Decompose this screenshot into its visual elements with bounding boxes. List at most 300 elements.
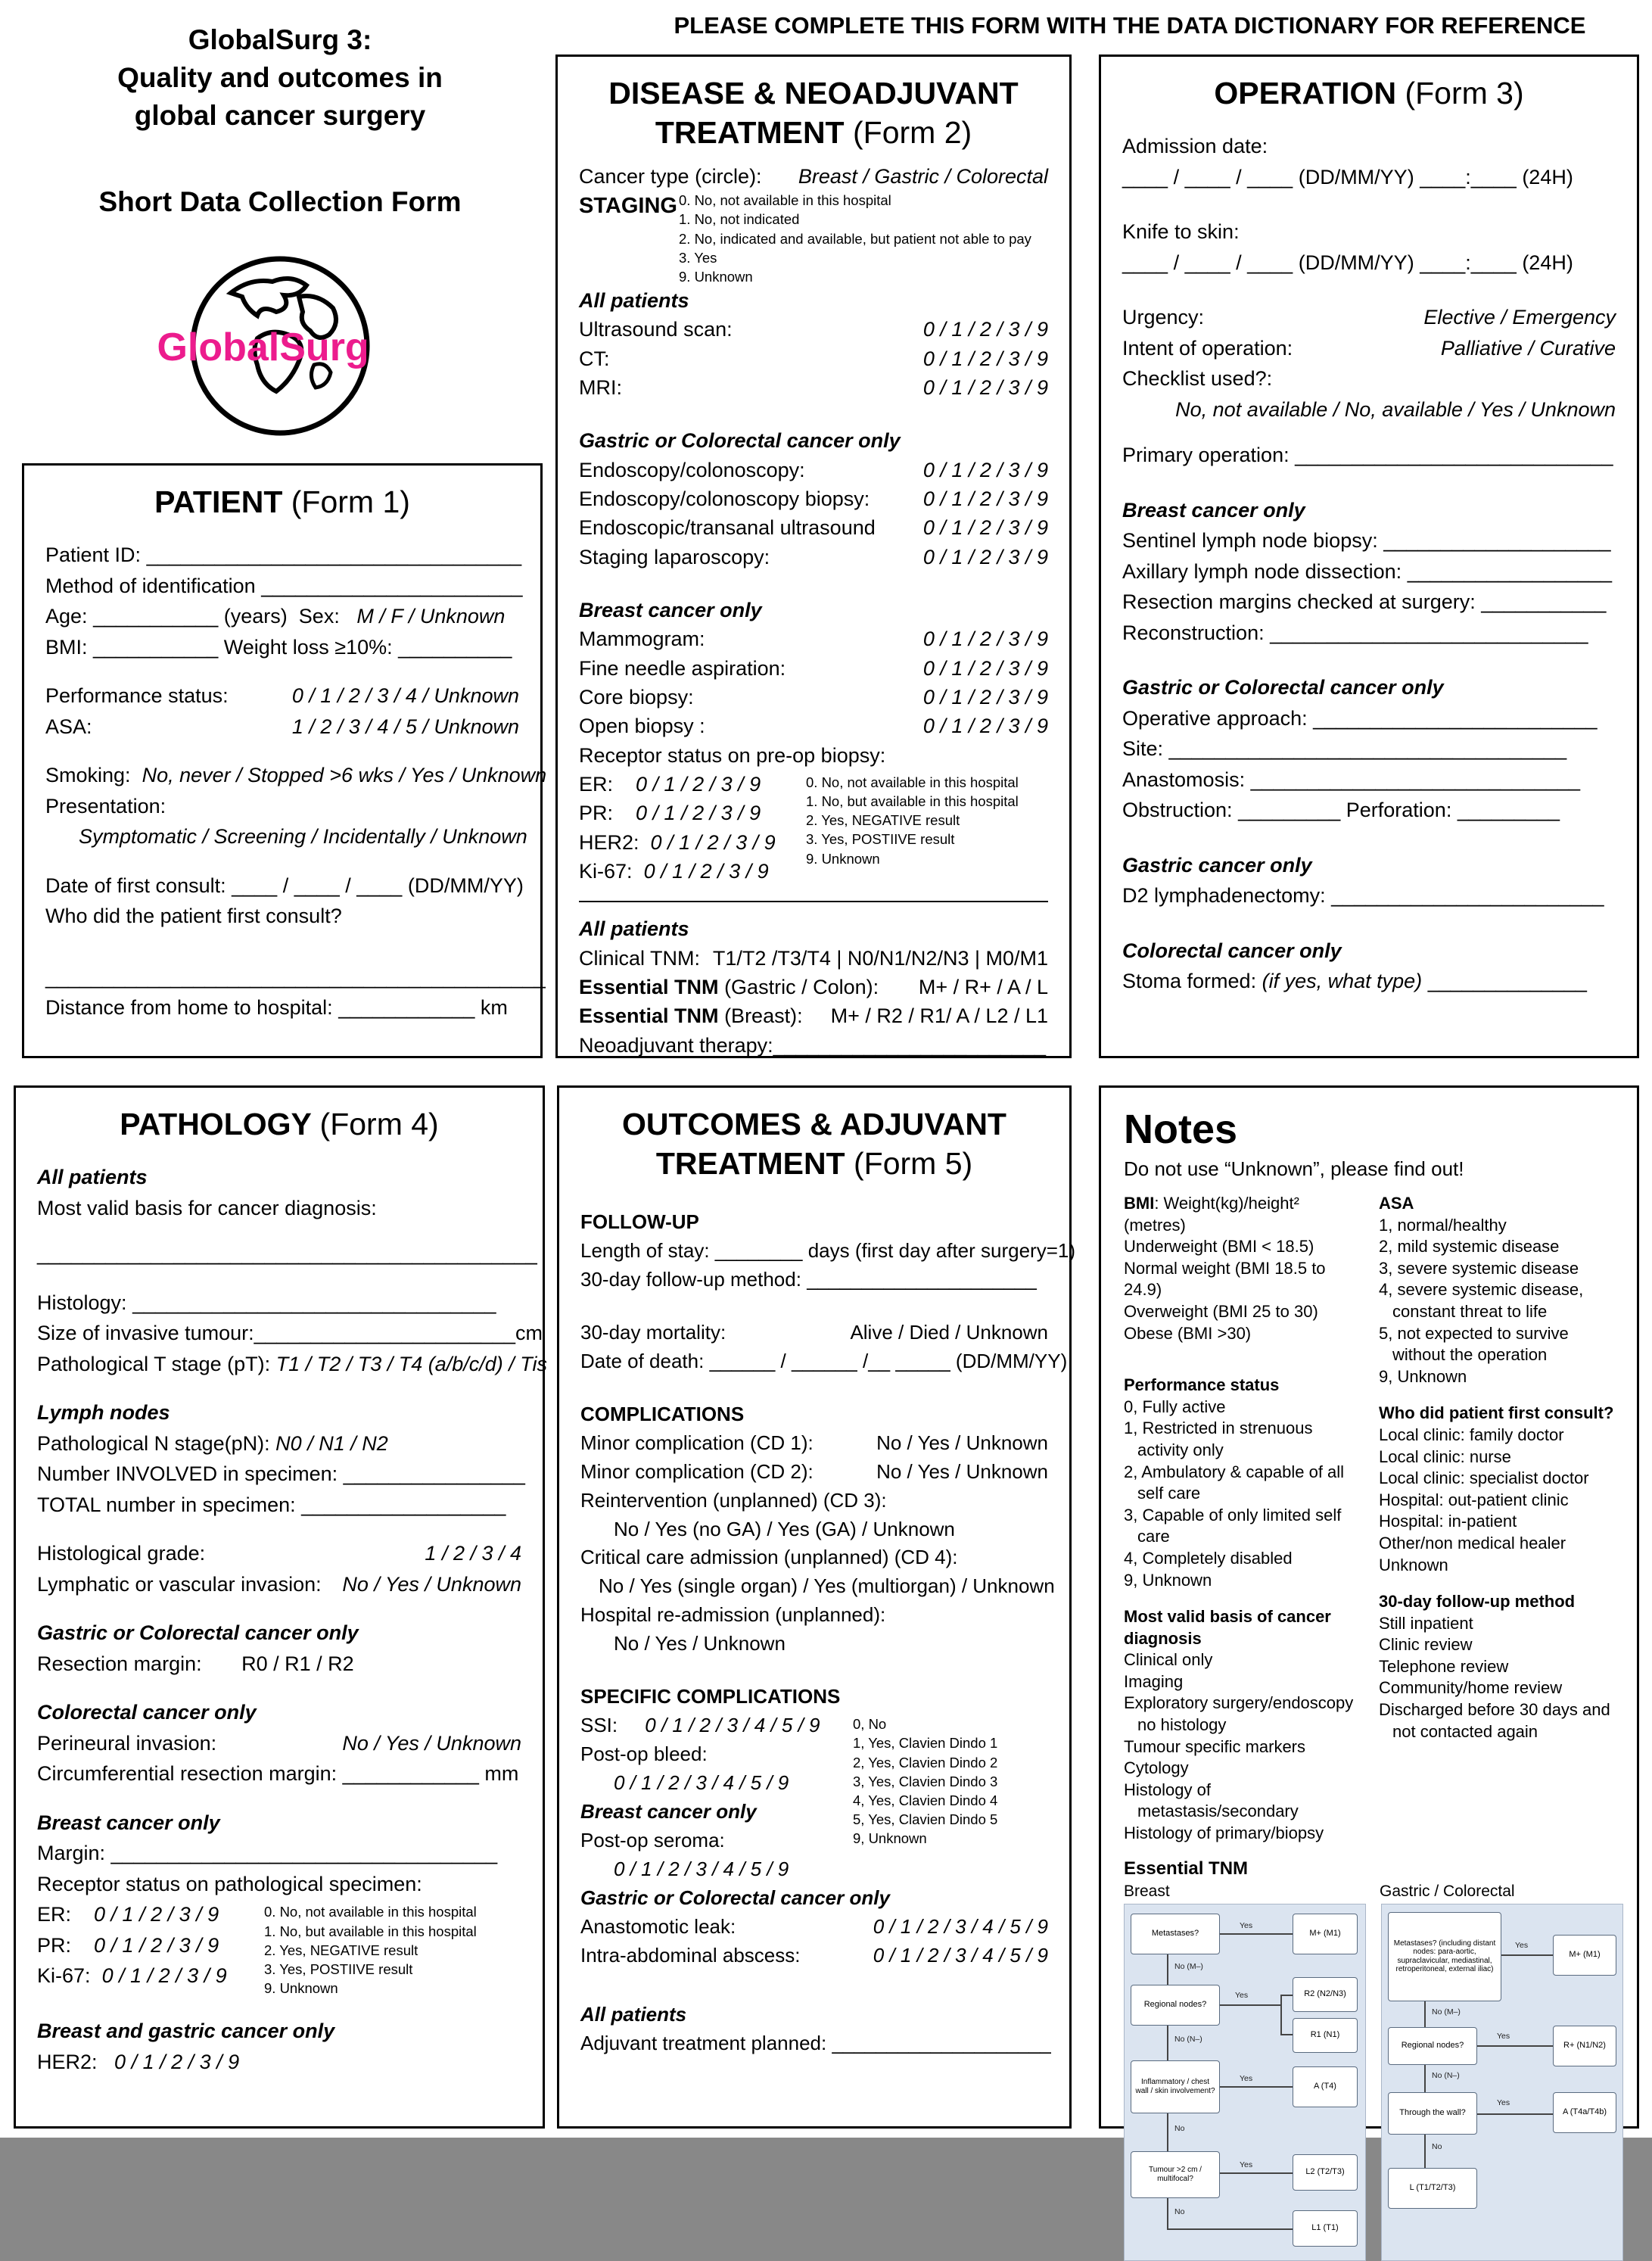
operation-form-box — [1099, 55, 1639, 1058]
pathology-form-title — [37, 1104, 521, 1144]
masthead — [68, 21, 492, 494]
pr-label: PR: — [579, 802, 614, 825]
intent-label: Intent of operation: — [1122, 336, 1293, 360]
age-blank: ___________ — [93, 605, 219, 628]
receptor-path-rows — [37, 1899, 264, 1992]
bmi-note-rest: : Weight(kg)/height² (metres) — [1124, 1194, 1299, 1235]
essential-tnm-gc-options: M+ / R+ / A / L — [918, 975, 1048, 998]
main-subtitle: Short Data Collection Form — [98, 185, 462, 217]
tnm-block — [579, 901, 1048, 1060]
section-followup: FOLLOW-UP — [580, 1210, 699, 1233]
asa-label: ASA: — [45, 715, 92, 738]
field-adjuvant — [580, 2029, 1051, 2058]
operative-approach-label: Operative approach: — [1122, 706, 1308, 730]
staging-legend — [679, 191, 1031, 286]
cd4-label: Critical care admission (unplanned) (CD 4): — [580, 1546, 958, 1569]
date-first-consult-blanks: ____ / ____ / ____ — [232, 874, 403, 897]
field-resection-margins — [1122, 587, 1616, 618]
flow-line — [1477, 2045, 1553, 2047]
mortality-label: 30-day mortality: — [580, 1320, 726, 1344]
site-blank: ___________________________________ — [1168, 737, 1567, 761]
patient-form-number: (Form 1) — [291, 484, 410, 519]
staging-legend-4: 9. Unknown — [679, 268, 753, 285]
field-ultrasound — [579, 315, 1048, 344]
flow-line — [1280, 1995, 1282, 2035]
flow-breast-label: Breast — [1124, 1882, 1170, 1900]
staging-laparoscopy-label: Staging laparoscopy: — [579, 545, 770, 568]
consult-line-1: Local clinic: nurse — [1379, 1447, 1511, 1466]
field-followup-method — [580, 1266, 1048, 1294]
disease-form-box — [555, 55, 1072, 1058]
checklist-label: Checklist used?: — [1122, 367, 1273, 391]
ps-line-3: 3, Capable of only limited self care — [1124, 1505, 1342, 1546]
weight-loss-blank: __________ — [398, 635, 512, 659]
field-mammogram — [579, 624, 1048, 653]
section-path-breast-gastric: Breast and gastric cancer only — [37, 2020, 335, 2043]
bmi-note-bold: BMI — [1124, 1194, 1155, 1213]
asa-line-2: 3, severe systemic disease — [1379, 1258, 1579, 1278]
field-bmi-weightloss — [45, 632, 519, 663]
basis-line-5: Histology of metastasis/secondary — [1124, 1780, 1299, 1821]
fu-line-4: Discharged before 30 days and not contacted again — [1379, 1700, 1610, 1741]
path-pr-options: 0 / 1 / 2 / 3 / 9 — [94, 1933, 219, 1957]
field-d2-lymphadenectomy — [1122, 880, 1616, 911]
field-path-pr — [37, 1930, 264, 1961]
field-er — [579, 770, 806, 799]
urgency-options: Elective / Emergency — [1423, 306, 1616, 329]
consult-line-0: Local clinic: family doctor — [1379, 1425, 1564, 1444]
path-legend-4: 9. Unknown — [264, 1980, 338, 1997]
margin-label: Margin: — [37, 1842, 106, 1865]
ssi-options: 0 / 1 / 2 / 3 / 4 / 5 / 9 — [645, 1714, 820, 1737]
perineural-label: Perineural invasion: — [37, 1731, 217, 1755]
clinical-tnm-label: Clinical TNM: — [579, 946, 701, 970]
field-clinical-tnm — [579, 944, 1048, 973]
notes-right-column — [1379, 1193, 1614, 1845]
section-path-colorectal: Colorectal cancer only — [37, 1701, 257, 1724]
receptor-preop-legend — [806, 770, 1048, 868]
her2-label: HER2: — [579, 830, 639, 854]
field-essential-tnm-breast — [579, 1001, 1048, 1030]
essential-tnm-breast-paren: (Breast): — [724, 1004, 803, 1028]
bmi-line-2: Overweight (BMI 25 to 30) — [1124, 1301, 1318, 1321]
operative-approach-blank: _________________________ — [1313, 706, 1598, 730]
ki67-label: Ki-67: — [579, 859, 633, 883]
receptor-path-label: Receptor status on pathological specimen: — [37, 1872, 422, 1895]
field-grade — [37, 1538, 521, 1569]
neoadjuvant-label: Neoadjuvant therapy: — [579, 1033, 773, 1057]
date-first-consult-label: Date of first consult: — [45, 874, 226, 897]
field-urgency — [1122, 302, 1616, 333]
basis-line-0: Clinical only — [1124, 1650, 1213, 1670]
bmi-blank: ___________ — [93, 635, 219, 659]
flow-breast-r1: R1 (N1) — [1293, 2018, 1358, 2053]
knife-to-skin-label: Knife to skin: — [1122, 220, 1240, 244]
notes-title: Notes — [1124, 1107, 1238, 1152]
flow-gc-q3: Through the wall? — [1388, 2092, 1477, 2135]
field-pr — [579, 799, 806, 827]
section-op-colorectal: Colorectal cancer only — [1122, 939, 1342, 962]
section-op-breast: Breast cancer only — [1122, 498, 1305, 522]
notes-left-column — [1124, 1193, 1359, 1845]
field-histology — [37, 1288, 521, 1319]
field-cancer-type — [579, 162, 1048, 191]
transanal-ultrasound-label: Endoscopic/transanal ultrasound — [579, 516, 876, 540]
flow-breast-l2: L2 (T2/T3) — [1293, 2154, 1358, 2191]
abscess-options: 0 / 1 / 2 / 3 / 4 / 5 / 9 — [873, 1943, 1048, 1967]
smoking-options: No, never / Stopped >6 wks / Yes / Unknown — [142, 764, 547, 787]
section-all-patients-1: All patients — [579, 289, 689, 313]
flow-line — [1220, 2004, 1280, 2006]
distance-unit: km — [480, 996, 508, 1020]
adjuvant-label: Adjuvant treatment planned: — [580, 2031, 827, 2054]
section-lymph-nodes: Lymph nodes — [37, 1401, 170, 1425]
perineural-options: No / Yes / Unknown — [342, 1731, 521, 1755]
operation-form-title — [1122, 73, 1616, 113]
disease-form-number: (Form 2) — [853, 115, 972, 151]
flow-line — [1424, 2135, 1426, 2168]
field-cd2 — [580, 1458, 1048, 1487]
postop-seroma-options: 0 / 1 / 2 / 3 / 4 / 5 / 9 — [614, 1858, 789, 1880]
asa-note-title: ASA — [1379, 1194, 1414, 1213]
section-out-breast: Breast cancer only — [580, 1800, 757, 1823]
logo — [68, 251, 492, 454]
flow-line — [1167, 2228, 1293, 2230]
notes-columns — [1124, 1193, 1614, 1845]
lvi-options: No / Yes / Unknown — [342, 1572, 521, 1596]
flow-gc-m: M+ (M1) — [1553, 1935, 1616, 1976]
readmission-label: Hospital re-admission (unplanned): — [580, 1603, 886, 1627]
open-biopsy-options: 0 / 1 / 2 / 3 / 9 — [922, 715, 1048, 738]
alnd-blank: __________________ — [1407, 559, 1612, 583]
consult-line-2: Local clinic: specialist doctor — [1379, 1468, 1589, 1488]
distance-label: Distance from home to hospital: — [45, 996, 333, 1020]
nodes-involved-blank: ________________ — [343, 1462, 525, 1486]
section-breast-only: Breast cancer only — [579, 599, 762, 621]
field-mortality — [580, 1319, 1048, 1347]
disease-form-title-line1: DISEASE & NEOADJUVANT — [608, 76, 1019, 111]
flowchart-breast — [1124, 1904, 1366, 2261]
path-pr-label: PR: — [37, 1933, 72, 1957]
checklist-options: No, not available / No, available / Yes / Unknown — [1175, 397, 1616, 421]
mortality-options: Alive / Died / Unknown — [850, 1320, 1048, 1344]
age-unit: (years) — [223, 605, 288, 628]
cd2-options: No / Yes / Unknown — [876, 1459, 1048, 1483]
flow-line — [1220, 2172, 1293, 2174]
section-path-gc: Gastric or Colorectal cancer only — [37, 1621, 359, 1645]
pathology-form-box — [14, 1085, 548, 2129]
fu-line-1: Clinic review — [1379, 1635, 1473, 1655]
histology-label: Histology: — [37, 1291, 127, 1314]
flow-line — [1167, 2026, 1168, 2060]
path-her2-options: 0 / 1 / 2 / 3 / 9 — [114, 2050, 240, 2073]
followup-method-label: 30-day follow-up method: — [580, 1267, 801, 1291]
field-endoscopy — [579, 456, 1048, 484]
path-legend-3: 3. Yes, POSTIIVE result — [264, 1960, 413, 1977]
notes-intro: Do not use “Unknown”, please find out! — [1124, 1157, 1464, 1180]
field-smoking — [45, 760, 547, 791]
section-all-patients-2: All patients — [579, 917, 689, 941]
staging-block — [579, 191, 1048, 286]
open-biopsy-label: Open biopsy : — [579, 715, 705, 738]
clinical-tnm-options: T1/T2 /T3/T4 | N0/N1/N2/N3 | M0/M1 — [712, 946, 1048, 970]
field-open-biopsy — [579, 712, 1048, 740]
bmi-line-0: Underweight (BMI < 18.5) — [1124, 1237, 1314, 1257]
histology-blank: ________________________________ — [132, 1291, 496, 1314]
flowchart-panels — [1124, 1904, 1614, 2261]
essential-tnm-breast-label: Essential TNM — [579, 1004, 719, 1028]
specific-complications-block — [580, 1711, 1048, 1884]
flow-yes-label: Yes — [1497, 2097, 1510, 2107]
knife-to-skin-blanks: ____ / ____ / ____ (DD/MM/YY) ____:____ (24H) — [1122, 251, 1573, 274]
flow-line — [1501, 1954, 1553, 1956]
field-anastomosis — [1122, 765, 1616, 796]
nodes-involved-label: Number INVOLVED in specimen: — [37, 1462, 338, 1486]
admission-date-blanks: ____ / ____ / ____ (DD/MM/YY) ____:____ (24H) — [1122, 165, 1573, 188]
field-stoma — [1122, 966, 1616, 997]
who-first-consult-blank: ____________________________________________ — [45, 965, 546, 989]
sex-options: M / F / Unknown — [356, 605, 506, 628]
asa-line-1: 2, mild systemic disease — [1379, 1237, 1560, 1257]
bmi-note-title — [1124, 1193, 1359, 1236]
site-label: Site: — [1122, 737, 1164, 761]
flow-yes-label: Yes — [1240, 2073, 1253, 2083]
alnd-label: Axillary lymph node dissection: — [1122, 559, 1402, 583]
grade-label: Histological grade: — [37, 1542, 206, 1565]
flow-yes-label: Yes — [1497, 2031, 1510, 2041]
stoma-paren: (if yes, what type) — [1262, 970, 1423, 993]
basis-label: Most valid basis for cancer diagnosis: — [37, 1196, 377, 1219]
age-label: Age: — [45, 605, 88, 628]
disease-form-title-line2: TREATMENT — [655, 115, 845, 151]
presentation-label: Presentation: — [45, 794, 166, 818]
abscess-label: Intra-abdominal abscess: — [580, 1943, 801, 1967]
pt-stage-options: T1 / T2 / T3 / T4 (a/b/c/d) / Tis — [275, 1352, 548, 1375]
distance-blank: ____________ — [338, 996, 475, 1020]
sex-label: Sex: — [298, 605, 340, 628]
field-patient-id — [45, 540, 522, 571]
ps-line-1: 1, Restricted in strenuous activity only — [1124, 1419, 1313, 1459]
consult-note-title: Who did patient first consult? — [1379, 1403, 1614, 1423]
path-ki67-options: 0 / 1 / 2 / 3 / 9 — [101, 1964, 227, 1988]
flowchart-gastric-colorectal — [1381, 1904, 1623, 2261]
flow-breast-q1: Metastases? — [1131, 1914, 1220, 1954]
asa-line-4: 5, not expected to survive without the operation — [1379, 1323, 1569, 1365]
date-of-death-format: (DD/MM/YY) — [955, 1349, 1068, 1372]
staging-legend-0: 0. No, not available in this hospital — [679, 192, 891, 209]
field-anastomotic-leak — [580, 1913, 1048, 1942]
flow-breast-a: A (T4) — [1293, 2066, 1358, 2107]
endoscopy-biopsy-label: Endoscopy/colonoscopy biopsy: — [579, 487, 870, 511]
field-presentation — [45, 791, 519, 822]
flow-line — [1220, 1933, 1293, 1935]
operation-form-title-text: OPERATION — [1214, 76, 1397, 111]
flow-no-label: No — [1174, 2123, 1185, 2133]
receptor-preop-rows — [579, 770, 806, 886]
fu-line-0: Still inpatient — [1379, 1613, 1473, 1633]
path-ki67-label: Ki-67: — [37, 1964, 91, 1988]
resection-margin-options: R0 / R1 / R2 — [241, 1652, 354, 1675]
field-ssi — [580, 1711, 853, 1740]
crm-label: Circumferential resection margin: — [37, 1762, 338, 1786]
who-first-consult-label: Who did the patient first consult? — [45, 905, 342, 928]
field-tumour-size — [37, 1318, 543, 1349]
intent-options: Palliative / Curative — [1440, 336, 1616, 360]
patient-form-title — [45, 482, 519, 522]
field-primary-operation — [1122, 440, 1616, 471]
weight-loss-label: Weight loss ≥10%: — [223, 635, 393, 659]
flow-gc-q2: Regional nodes? — [1388, 2027, 1477, 2065]
postop-seroma-label: Post-op seroma: — [580, 1829, 725, 1852]
flow-no-m-label: No (M–) — [1174, 1961, 1203, 1971]
receptor-legend-1: 1. No, but available in this hospital — [806, 793, 1019, 810]
basis-line-6: Histology of primary/biopsy — [1124, 1823, 1324, 1843]
perforation-blank: _________ — [1457, 799, 1560, 822]
date-first-consult-format: (DD/MM/YY) — [407, 874, 524, 897]
flow-line — [1477, 2113, 1553, 2115]
followup-method-blank: _____________________ — [807, 1267, 1037, 1291]
staging-label: STAGING — [579, 194, 677, 219]
ps-line-0: 0, Fully active — [1124, 1397, 1226, 1416]
ultrasound-options: 0 / 1 / 2 / 3 / 9 — [922, 318, 1048, 341]
cd1-label: Minor complication (CD 1): — [580, 1431, 814, 1454]
flow-gc-label: Gastric / Colorectal — [1380, 1882, 1515, 1900]
section-out-gc: Gastric or Colorectal cancer only — [580, 1886, 890, 1909]
patient-form-title-text: PATIENT — [154, 484, 283, 519]
flow-gc-no-n: No (N–) — [1432, 2070, 1460, 2080]
anastomosis-blank: _____________________________ — [1250, 768, 1581, 791]
receptor-legend-4: 9. Unknown — [806, 850, 880, 867]
mri-label: MRI: — [579, 376, 622, 400]
basis-note-title: Most valid basis of cancer diagnosis — [1124, 1607, 1331, 1648]
flow-breast-q4: Tumour >2 cm / multifocal? — [1131, 2151, 1220, 2198]
presentation-options: Symptomatic / Screening / Incidentally / Unknown — [79, 825, 527, 849]
flow-line — [1280, 1995, 1293, 1996]
reconstruction-label: Reconstruction: — [1122, 621, 1265, 644]
outcomes-form-title-line1: OUTCOMES & ADJUVANT — [622, 1107, 1006, 1141]
consult-line-6: Unknown — [1379, 1555, 1448, 1574]
cd4-options: No / Yes (single organ) / Yes (multiorgan) / Unknown — [599, 1574, 1055, 1598]
field-ki67 — [579, 857, 806, 886]
pathology-form-number: (Form 4) — [319, 1107, 439, 1141]
field-cd1 — [580, 1429, 1048, 1458]
d2-blank: ________________________ — [1331, 884, 1604, 908]
field-staging-laparoscopy — [579, 543, 1048, 571]
field-length-of-stay — [580, 1237, 1076, 1266]
clavien-legend-3: 3, Yes, Clavien Dindo 3 — [853, 1773, 998, 1789]
bmi-line-3: Obese (BMI >30) — [1124, 1323, 1252, 1343]
field-alnd — [1122, 556, 1616, 587]
stoma-label: Stoma formed: — [1122, 970, 1257, 993]
pathology-form-title-text: PATHOLOGY — [120, 1107, 312, 1141]
primary-operation-label: Primary operation: — [1122, 444, 1290, 467]
field-intraabdominal-abscess — [580, 1942, 1048, 1970]
consult-line-5: Other/non medical healer — [1379, 1533, 1566, 1552]
essential-tnm-note-title: Essential TNM — [1124, 1858, 1249, 1879]
fu-note-title: 30-day follow-up method — [1379, 1592, 1576, 1612]
clavien-legend-6: 9, Unknown — [853, 1830, 927, 1847]
margin-blank: __________________________________ — [110, 1842, 498, 1865]
cancer-type-label: Cancer type (circle): — [579, 164, 762, 188]
outcomes-form-box — [557, 1085, 1076, 2129]
nodes-total-label: TOTAL number in specimen: — [37, 1493, 296, 1516]
essential-tnm-gc-label: Essential TNM — [579, 975, 719, 998]
neoadjuvant-blank: ________________________ — [773, 1033, 1047, 1057]
method-blank: _______________________ — [261, 574, 523, 597]
field-path-er — [37, 1899, 264, 1930]
resection-margin-label: Resection margin: — [37, 1652, 202, 1675]
field-pn-stage — [37, 1428, 521, 1459]
field-site — [1122, 733, 1616, 765]
notes-box — [1099, 1085, 1639, 2233]
clavien-legend-1: 1, Yes, Clavien Dindo 1 — [853, 1735, 998, 1752]
field-margin — [37, 1838, 521, 1869]
field-obstruction-perforation — [1122, 795, 1616, 826]
field-perineural — [37, 1728, 521, 1759]
field-operative-approach — [1122, 703, 1616, 734]
basis-line-2: Exploratory surgery/endoscopy no histology — [1124, 1693, 1354, 1735]
clavien-legend-0: 0, No — [853, 1716, 887, 1733]
fu-line-3: Community/home review — [1379, 1678, 1563, 1698]
main-title-line1: GlobalSurg 3: — [188, 24, 372, 55]
mammogram-label: Mammogram: — [579, 628, 705, 651]
urgency-label: Urgency: — [1122, 306, 1205, 329]
asa-options: 1 / 2 / 3 / 4 / 5 / Unknown — [291, 715, 519, 738]
flow-gc-q1: Metastases? (including distant nodes: para-aortic, supraclavicular, mediastinal, retroperitoneal, external iliac) — [1388, 1912, 1501, 2001]
flow-no-label: No — [1432, 2141, 1442, 2151]
field-age-sex — [45, 601, 519, 632]
section-op-gc: Gastric or Colorectal cancer only — [1122, 676, 1444, 699]
tumour-size-label: Size of invasive tumour: — [37, 1322, 254, 1345]
field-neoadjuvant — [579, 1031, 1048, 1060]
field-fna — [579, 654, 1048, 683]
admission-date-label: Admission date: — [1122, 135, 1268, 158]
patient-id-label: Patient ID: — [45, 543, 142, 567]
basis-blank: ____________________________________________ — [37, 1242, 537, 1266]
fna-options: 0 / 1 / 2 / 3 / 9 — [922, 656, 1048, 680]
field-reconstruction — [1122, 618, 1616, 649]
ssi-label: SSI: — [580, 1714, 618, 1737]
tumour-size-blank: _______________________ — [254, 1322, 515, 1345]
flow-no-n-label: No (N–) — [1174, 2034, 1202, 2044]
receptor-preop-block — [579, 770, 1048, 886]
bmi-label: BMI: — [45, 635, 88, 659]
essential-tnm-section — [1124, 1858, 1614, 2261]
flow-no-label: No — [1174, 2206, 1185, 2216]
basis-line-1: Imaging — [1124, 1671, 1184, 1691]
er-label: ER: — [579, 772, 614, 796]
her2-options: 0 / 1 / 2 / 3 / 9 — [650, 830, 776, 854]
flow-line — [1280, 2034, 1293, 2035]
field-date-of-death — [580, 1347, 1068, 1376]
field-crm — [37, 1758, 521, 1789]
field-resection-margin — [37, 1649, 521, 1680]
essential-tnm-gc-paren: (Gastric / Colon): — [724, 975, 879, 998]
main-title-line3: global cancer surgery — [134, 99, 426, 131]
asa-line-0: 1, normal/healthy — [1379, 1215, 1507, 1235]
staging-legend-2: 2. No, indicated and available, but patient not able to pay — [679, 230, 1031, 247]
flow-line — [1220, 2086, 1293, 2088]
path-er-label: ER: — [37, 1903, 72, 1926]
field-core-biopsy — [579, 683, 1048, 712]
ct-options: 0 / 1 / 2 / 3 / 9 — [922, 347, 1048, 370]
endoscopy-options: 0 / 1 / 2 / 3 / 9 — [922, 458, 1048, 481]
field-nodes-total — [37, 1490, 521, 1521]
flow-yes-label: Yes — [1515, 1940, 1529, 1950]
length-of-stay-label: Length of stay: — [580, 1238, 710, 1262]
path-er-options: 0 / 1 / 2 / 3 / 9 — [94, 1903, 219, 1926]
field-mri — [579, 373, 1048, 402]
